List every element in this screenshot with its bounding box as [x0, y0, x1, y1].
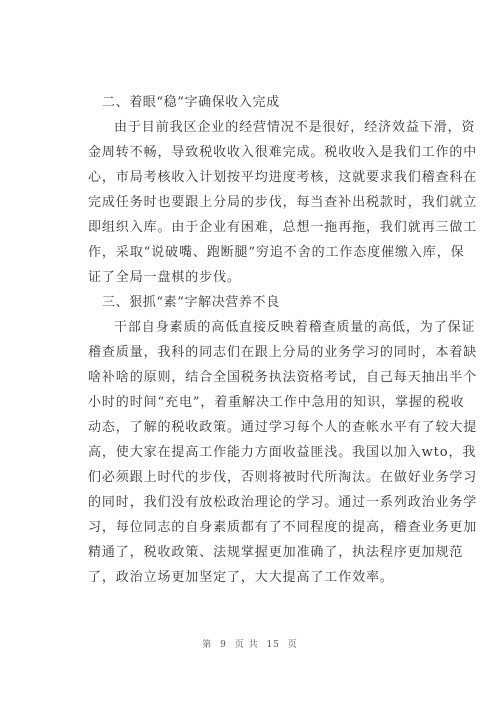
current-page-number: 9: [220, 640, 227, 650]
section-heading: 二、着眼“稳”字确保收入完成: [102, 95, 280, 110]
paragraph: [88, 315, 478, 590]
section-3: [88, 290, 478, 590]
text-line: 了，政治立场更加坚定了，大大提高了工作效率。: [88, 570, 394, 585]
text-line: 完成任务时也要跟上分局的步伐，每当查补出税款时，我们就立: [88, 195, 478, 210]
text-line: 习，每位同志的自身素质都有了不同程度的提高，稽查业务更加: [88, 520, 478, 535]
text-line: 动态，了解的税收政策。通过学习每个人的查帐水平有了较大提: [88, 420, 478, 435]
text-line: 的同时，我们没有放松政治理论的学习。通过一系列政治业务学: [88, 495, 478, 510]
text-line: 稽查质量，我科的同志们在跟上分局的业务学习的同时，本着缺: [88, 345, 478, 360]
text-line: 高，使大家在提高工作能力方面收益匪浅。我国以加入wto，我: [88, 445, 477, 460]
text-line: 金周转不畅，导致税收收入很难完成。税收收入是我们工作的中: [88, 145, 478, 160]
text-line: 心，市局考核收入计划按平均进度考核，这就要求我们稽查科在: [88, 170, 478, 185]
footer-suffix: 页: [287, 640, 298, 650]
section-heading: 三、狠抓“素”字解决营养不良: [102, 295, 280, 310]
text-line: 即组织入库。由于企业有困难，总想一拖再拖，我们就再三做工: [88, 220, 478, 235]
document-body: [88, 90, 478, 590]
paragraph: [88, 115, 478, 290]
text-line: 啥补啥的原则，结合全国税务执法资格考试，自己每天抽出半个: [88, 370, 478, 385]
text-line: 小时的时间“充电”，着重解决工作中急用的知识，掌握的税收: [88, 395, 465, 410]
section-2: [88, 90, 478, 290]
text-line: 精通了，税收政策、法规掌握更加准确了，执法程序更加规范: [88, 545, 464, 560]
footer-prefix: 第: [202, 640, 213, 650]
text-line: 干部自身素质的高低直接反映着稽查质量的高低，为了保证: [114, 320, 476, 335]
text-line: 们必须跟上时代的步伐，否则将被时代所淘汰。在做好业务学习: [88, 470, 478, 485]
text-line: 由于目前我区企业的经营情况不是很好，经济效益下滑，资: [114, 120, 476, 135]
total-page-count: 15: [266, 640, 280, 650]
page-footer: [0, 637, 500, 650]
text-line: 作，采取“说破嘴、跑断腿”穷追不舍的工作态度催缴入库，保: [88, 245, 465, 260]
text-line: 证了全局一盘棋的步伐。: [88, 270, 241, 285]
footer-mid: 页 共: [234, 640, 259, 650]
